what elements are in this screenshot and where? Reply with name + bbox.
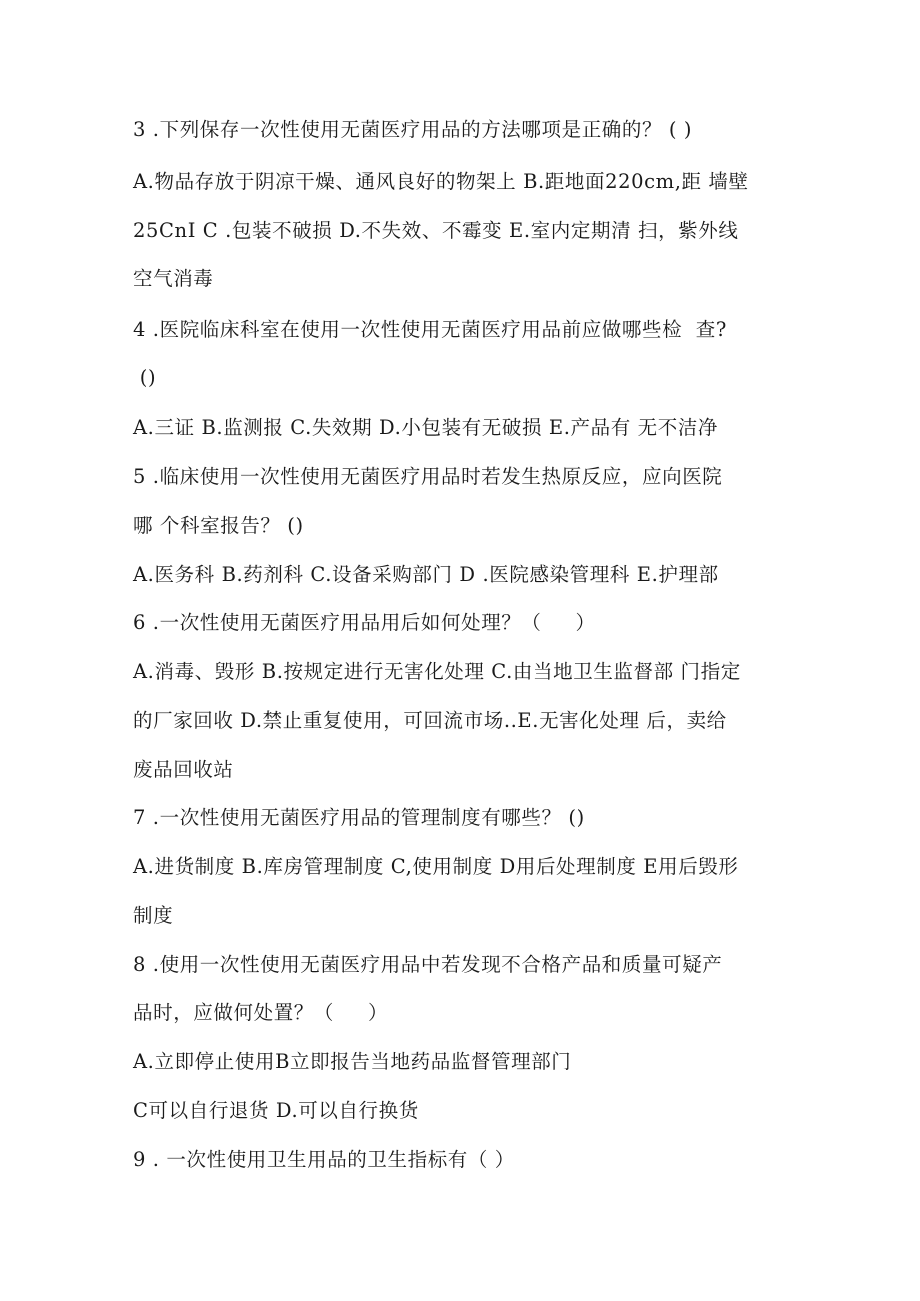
question-7-title: 7 .一次性使用无菌医疗用品的管理制度有哪些？ () bbox=[133, 806, 585, 829]
question-9-title: 9 . 一次性使用卫生用品的卫生指标有（ ） bbox=[133, 1148, 515, 1171]
question-8-title: 8 .使用一次性使用无菌医疗用品中若发现不合格产品和质量可疑产 bbox=[133, 953, 723, 976]
question-8-options-line-2: C可以自行退货 D.可以自行换货 bbox=[133, 1099, 419, 1122]
question-6-options-line-2: 的厂家回收 D.禁止重复使用，可回流市场..E.无害化处理 后，卖给 bbox=[133, 709, 727, 732]
question-4-title: 4 .医院临床科室在使用一次性使用无菌医疗用品前应做哪些检 查? bbox=[133, 318, 727, 341]
question-8-options-line-1: A.立即停止使用B立即报告当地药品监督管理部门 bbox=[133, 1050, 572, 1073]
question-8-title-continued: 品时，应做何处置？（ ） bbox=[133, 1001, 389, 1024]
question-4-options: A.三证 B.监测报 C.失效期 D.小包装有无破损 E.产品有 无不洁净 bbox=[133, 416, 718, 439]
question-3-options-line-2: 25CnI C .包装不破损 D.不失效、不霉变 E.室内定期清 扫，紫外线 bbox=[133, 219, 739, 242]
question-7-options-line-2: 制度 bbox=[133, 904, 174, 927]
question-3-options-line-3: 空气消毒 bbox=[133, 267, 214, 290]
question-5-options: A.医务科 B.药剂科 C.设备采购部门 D .医院感染管理科 E.护理部 bbox=[133, 563, 719, 586]
question-6-options-line-1: A.消毒、毁形 B.按规定进行无害化处理 C.由当地卫生监督部 门指定 bbox=[133, 660, 741, 683]
question-7-options-line-1: A.进货制度 B.库房管理制度 C,使用制度 D用后处理制度 E用后毁形 bbox=[133, 855, 739, 878]
question-6-options-line-3: 废品回收站 bbox=[133, 758, 234, 781]
question-3-options-line-1: A.物品存放于阴凉干燥、通风良好的物架上 B.距地面220cm,距 墙壁 bbox=[133, 170, 749, 193]
question-3-title: 3 .下列保存一次性使用无菌医疗用品的方法哪项是正确的？ ( ) bbox=[133, 118, 693, 141]
question-6-title: 6 .一次性使用无菌医疗用品用后如何处理？（ ） bbox=[133, 611, 596, 634]
question-5-title-continued: 哪 个科室报告？ () bbox=[133, 514, 304, 537]
question-5-title: 5 .临床使用一次性使用无菌医疗用品时若发生热原反应，应向医院 bbox=[133, 465, 723, 488]
question-4-title-continued: () bbox=[133, 366, 157, 389]
